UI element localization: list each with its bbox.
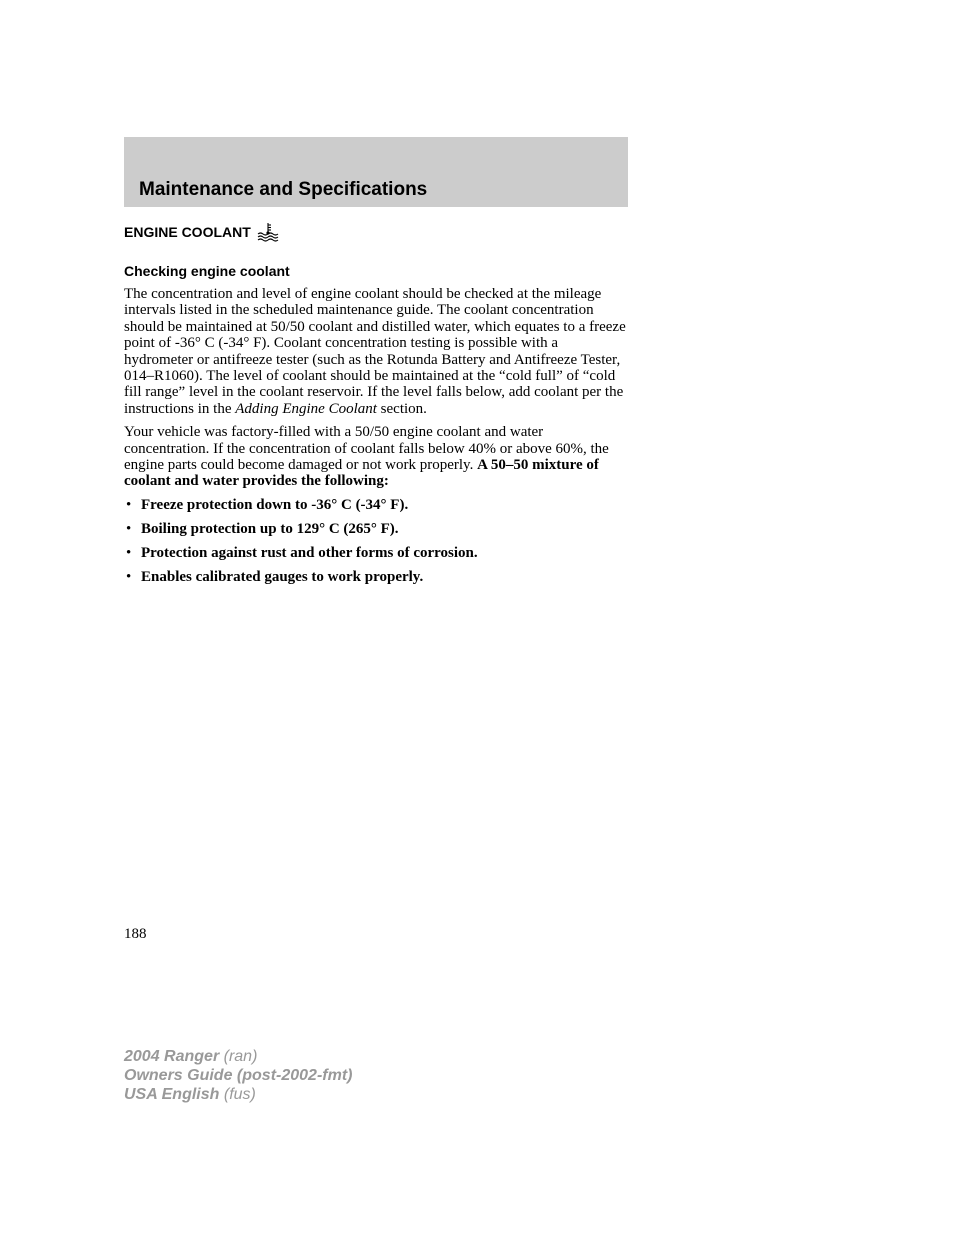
benefits-list (124, 497, 628, 586)
list-item (124, 569, 628, 586)
section-heading (124, 222, 628, 242)
paragraph-2-bold-text: A 50–50 mixture of coolant and water provides the following: (124, 457, 599, 490)
list-item (124, 521, 628, 538)
footer-line-guide (124, 1066, 352, 1085)
paragraph-1-text-start: The concentration and level of engine coolant should be checked at the mileage intervals listed in the scheduled maintenance guide. The coolant concentration should be maintained at 50/50 coolant and distilled water, which equates to a freeze point of -36° C (-34° F). Coolant concentration testing is possible with a hydrometer or antifreeze tester (such as the Rotunda Battery and Antifreeze Tester, 014–R1060). The level of coolant should be maintained at the “cold full” of “cold fill range” level in the coolant reservoir. If the level falls below, add coolant per the instructions in the (124, 286, 626, 417)
section-heading-text: ENGINE COOLANT (124, 224, 251, 240)
list-item-text: Boiling protection up to 129° C (265° F). (141, 520, 399, 537)
document-footer (124, 1047, 352, 1104)
engine-coolant-temperature-icon (257, 222, 279, 242)
list-item-text: Enables calibrated gauges to work properly. (141, 568, 424, 585)
bullet-icon: • (126, 568, 132, 585)
page-title: Maintenance and Specifications (139, 179, 428, 200)
footer-line-language (124, 1085, 352, 1104)
main-content (124, 222, 628, 593)
footer-line-vehicle (124, 1047, 352, 1066)
footer-language-code: (fus) (223, 1086, 256, 1103)
bullet-icon: • (126, 544, 132, 561)
subheading-checking-engine-coolant: Checking engine coolant (124, 263, 290, 279)
paragraph-2-text: Your vehicle was factory-filled with a 50/50 engine coolant and water concentration. If the concentration of coolant falls below 40% or above 60%, the engine parts could become damaged or not work properly. (124, 424, 609, 474)
bullet-icon: • (126, 520, 132, 537)
list-item-text: Protection against rust and other forms of corrosion. (141, 544, 478, 561)
list-item-text: Freeze protection down to -36° C (-34° F). (141, 496, 409, 513)
list-item (124, 545, 628, 562)
paragraph-coolant-concentration (124, 286, 628, 417)
paragraph-1-text-end: section. (376, 400, 427, 417)
list-item (124, 497, 628, 514)
footer-vehicle-code: (ran) (223, 1048, 258, 1065)
footer-guide: Owners Guide (post-2002-fmt) (124, 1067, 353, 1084)
adding-engine-coolant-reference: Adding Engine Coolant (235, 400, 377, 417)
paragraph-factory-fill (124, 424, 628, 490)
section-header-band (124, 137, 628, 207)
bullet-icon: • (126, 496, 132, 513)
page-number: 188 (124, 926, 147, 942)
footer-language: USA English (124, 1086, 220, 1103)
footer-vehicle: 2004 Ranger (124, 1048, 220, 1065)
